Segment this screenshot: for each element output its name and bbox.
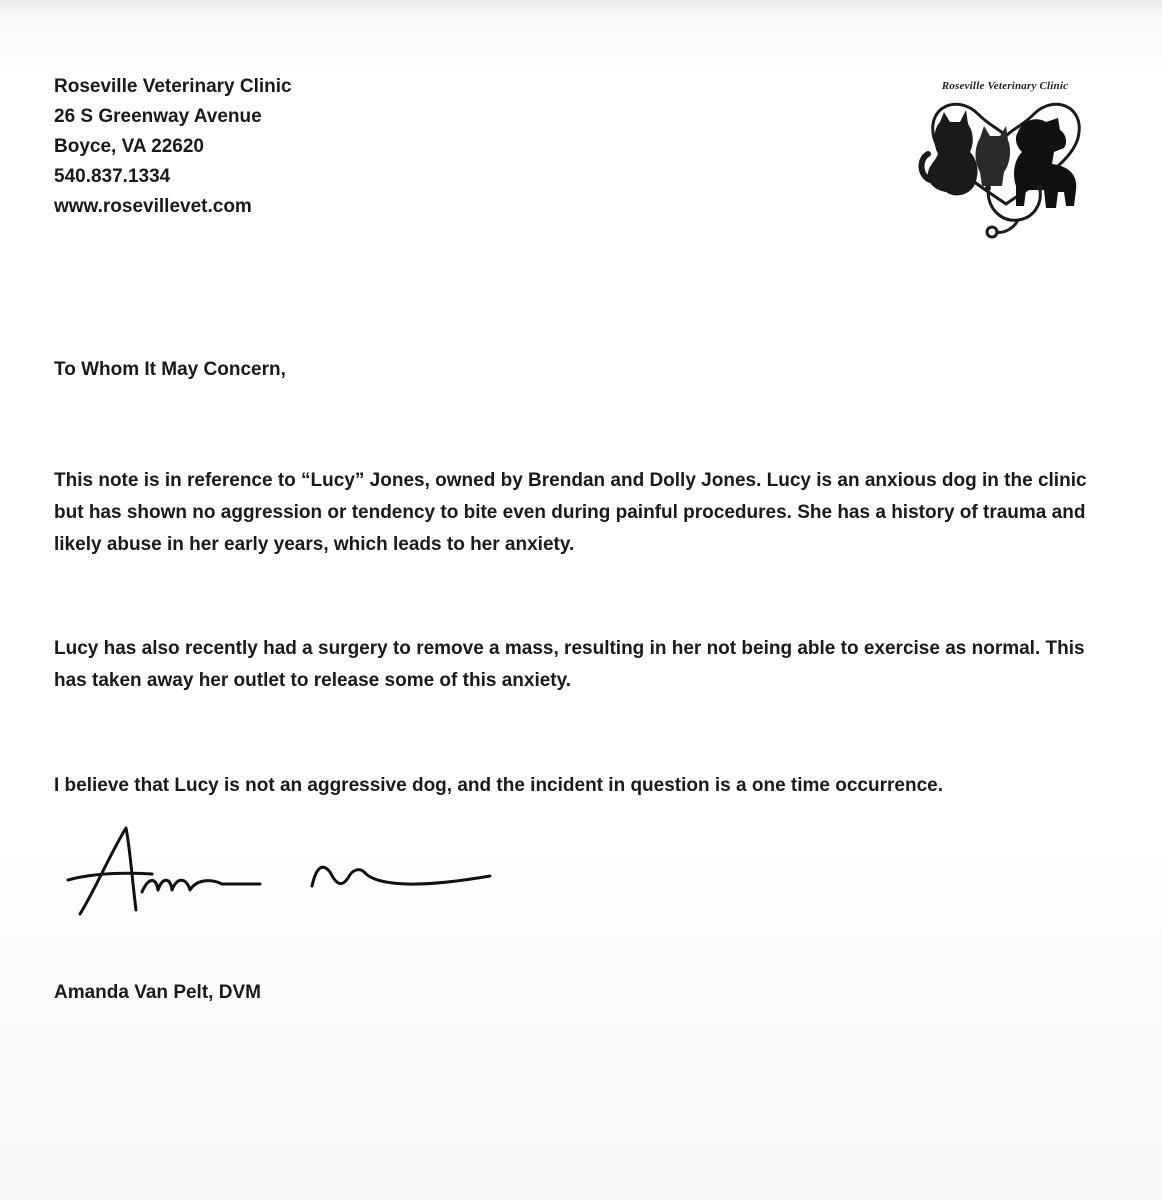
clinic-name: Roseville Veterinary Clinic [54, 76, 292, 97]
clinic-phone: 540.837.1334 [54, 166, 171, 187]
paragraph-surgery: Lucy has also recently had a surgery to remove a mass, resulting in her not being able to exercise as normal. This has taken away her outlet to release some of this anxiety. [54, 638, 1085, 691]
clinic-city-state-zip: Boyce, VA 22620 [54, 136, 204, 157]
logo-text: Roseville Veterinary Clinic [941, 80, 1069, 92]
clinic-website: www.rosevillevet.com [54, 196, 252, 217]
clinic-logo [912, 80, 1098, 240]
salutation: To Whom It May Concern, [54, 359, 286, 380]
signer-name: Amanda Van Pelt, DVM [54, 982, 261, 1003]
clinic-address-block [54, 72, 292, 222]
paragraph-conclusion: I believe that Lucy is not an aggressive dog, and the incident in question is a one time occurrence. [54, 775, 943, 796]
cat-dog-heart-stethoscope-icon [918, 94, 1094, 240]
handwritten-signature [60, 818, 520, 928]
paragraph-reference: This note is in reference to “Lucy” Jones, owned by Brendan and Dolly Jones. Lucy is an anxious dog in the clinic but has shown no aggression or tendency to bite even during painful procedures. She has a history of trauma and likely abuse in her early years, which leads to her anxiety. [54, 470, 1087, 555]
clinic-street: 26 S Greenway Avenue [54, 106, 262, 127]
